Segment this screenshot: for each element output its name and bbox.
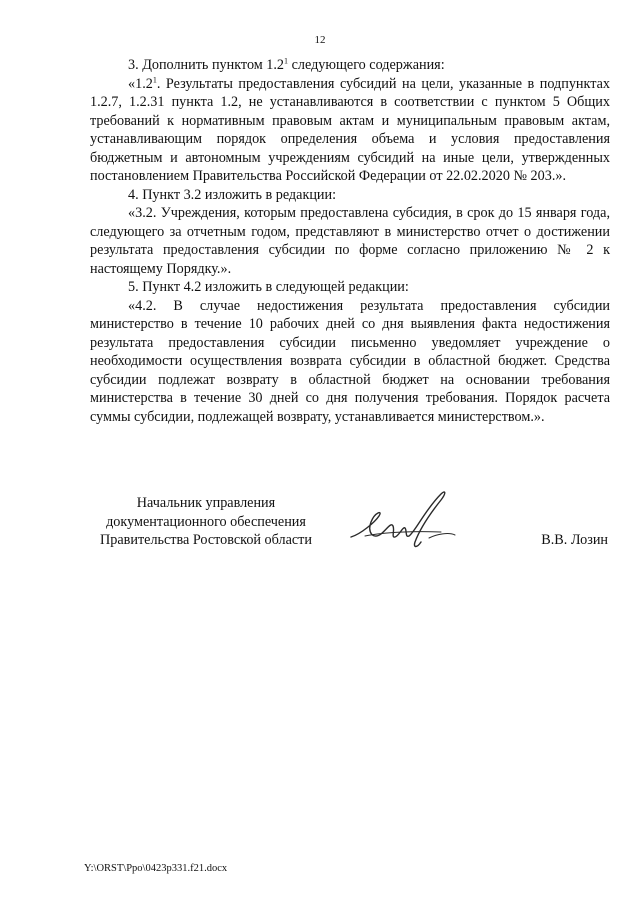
signer-position-line-1: Начальник управления (136, 495, 276, 511)
page-number: 12 (314, 34, 326, 46)
document-body (90, 56, 610, 426)
file-path-footer: Y:\ORST\Ppo\0423p331.f21.docx (84, 863, 228, 874)
signer-position-line-3: Правительства Ростовской области (100, 532, 312, 548)
paragraph-item-4: 4. Пункт 3.2 изложить в редакции: (128, 186, 337, 203)
signature-block (90, 494, 610, 574)
signer-position (90, 494, 322, 550)
handwritten-signature (345, 482, 475, 562)
signer-position-line-2: документационного обеспечения (106, 513, 306, 530)
paragraph-quote-1-2-1: «$1.2^1$. Результаты предоставления субсидий на цели, указанные в подпунктах 1.2.7, 1.2.31 пункта 1.2, не устанавливаются в соответствии с пунктом 5 Общих требований к нормативным правовым актам и муниципальным правовым актам, устанавливающим порядок определения объема и условия предоставления бюджетным и автономным учреждениям субсидий на иные цели, утвержденных постановлением Правительства Российской Федерации от 22.02.2020 № 203.». (90, 74, 610, 184)
paragraph-item-3: 3. Дополнить пунктом $1.2^1$ следующего содержания: (128, 56, 445, 73)
paragraph-quote-3-2: «3.2. Учреждения, которым предоставлена субсидия, в срок до 15 января года, следующего за отчетным годом, представляют в министерство отчет о достижении результата предоставления субсидии по форме согласно приложению № 2 к настоящему Порядку.». (90, 205, 610, 277)
signer-name: В.В. Лозин (541, 532, 608, 548)
paragraph-item-5: 5. Пункт 4.2 изложить в следующей редакции: (128, 279, 409, 295)
paragraph-quote-4-2: «4.2. В случае недостижения результата предоставления субсидии министерство в течение 10 рабочих дней со дня выявления факта недостижения результата предоставления субсидии письменно уведомляет учреждение о необходимости осуществления возврата субсидии в областной бюджет. Средства субсидии подлежат возврату в областной бюджет на основании требования министерства в течение 30 дней со дня получения требования. Порядок расчета суммы субсидии, подлежащей возврату, устанавливается министерством.». (90, 297, 610, 425)
